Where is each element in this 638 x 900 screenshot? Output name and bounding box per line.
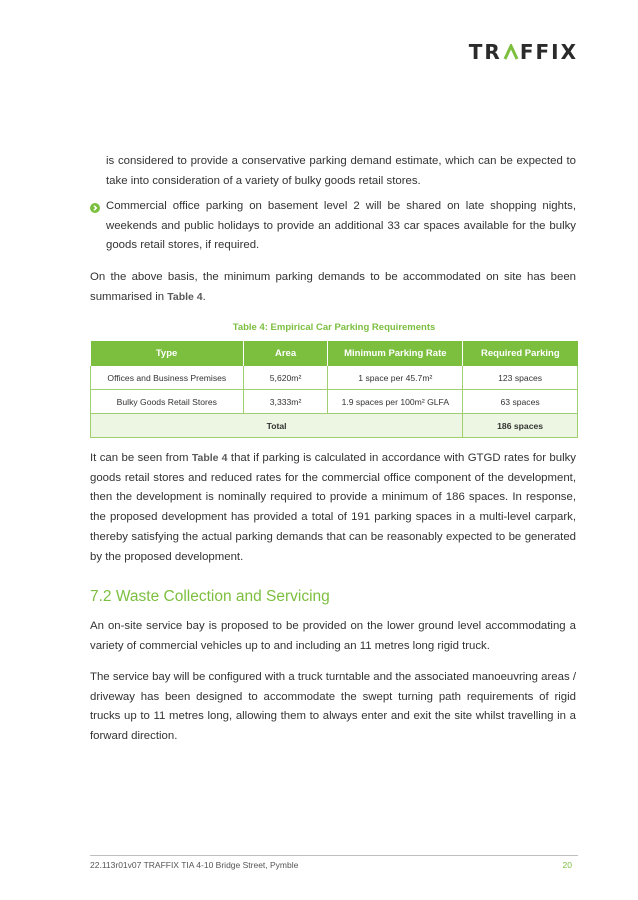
cell-type: Offices and Business Premises: [91, 366, 244, 390]
table-total-row: [91, 414, 578, 438]
bullet-arrow-icon: [90, 203, 100, 213]
traffix-logo: [469, 40, 578, 64]
cell-area: 5,620m²: [243, 366, 328, 390]
cell-area: 3,333m²: [243, 390, 328, 414]
turntable-paragraph: The service bay will be configured with a truck turntable and the associated manoeuvring areas / driveway has been designed to accommodate the swept turning path requirements of rigid trucks up to 11 metres long, allowing them to always enter and exit the site whilst travelling in a forward direction.: [90, 671, 576, 743]
table-row: [91, 390, 578, 414]
cell-required: 123 spaces: [463, 366, 578, 390]
logo-text-left: TR: [468, 40, 502, 64]
cell-rate: 1.9 spaces per 100m² GLFA: [328, 390, 463, 414]
bullet-paragraph: Commercial office parking on basement level 2 will be shared on late shopping nights, weekends and public holidays to provide an additional 33 car spaces available for the bulky goods retail stores, if required.: [106, 200, 576, 252]
page-number: 20: [562, 860, 572, 870]
table-reference: Table 4: [167, 290, 203, 303]
table-caption: Table 4: Empirical Car Parking Requirements: [232, 322, 436, 333]
summary-text-start: On the above basis, the minimum parking demands to be accommodated on site has been summarised in: [90, 271, 576, 303]
analysis-text-end: that if parking is calculated in accordance with GTGD rates for bulky goods retail stores and reduced rates for the commercial office component of the development, then the development is nominally required to provide a minimum of 186 spaces. In response, the proposed development has provided a total of 191 parking spaces in a multi-level carpark, thereby satisfying the actual parking demands that can be reasonably expected to be generated by the proposed development.: [90, 452, 577, 563]
summary-text-end: .: [202, 290, 206, 303]
header-area: Area: [243, 341, 328, 366]
analysis-text-start: It can be seen from: [90, 452, 192, 464]
parking-requirements-table: [90, 341, 578, 438]
table-header-row: [91, 341, 578, 366]
footer-document-reference: 22.113r01v07 TRAFFIX TIA 4-10 Bridge Street, Pymble: [90, 860, 299, 870]
header-type: Type: [91, 341, 244, 366]
cell-required: 63 spaces: [463, 390, 578, 414]
total-label: Total: [91, 414, 463, 438]
cell-rate: 1 space per 45.7m²: [328, 366, 463, 390]
analysis-paragraph: [90, 449, 576, 567]
header-required: Required Parking: [463, 341, 578, 366]
continuation-paragraph: is considered to provide a conservative parking demand estimate, which can be expected to take into consideration of a variety of bulky goods retail stores.: [106, 155, 576, 187]
logo-text-right: FFIX: [519, 40, 578, 64]
total-value: 186 spaces: [463, 414, 578, 438]
table-reference: Table 4: [191, 452, 228, 464]
table-row: [91, 366, 578, 390]
summary-paragraph: [90, 268, 576, 307]
chevron-a-icon: [503, 44, 519, 60]
cell-type: Bulky Goods Retail Stores: [91, 390, 244, 414]
service-bay-paragraph: An on-site service bay is proposed to be provided on the lower ground level accommodating a variety of commercial vehicles up to and including an 11 metres long rigid truck.: [90, 620, 576, 652]
section-heading: 7.2 Waste Collection and Servicing: [90, 588, 330, 605]
header-rate: Minimum Parking Rate: [328, 341, 463, 366]
footer-divider: [90, 855, 578, 856]
